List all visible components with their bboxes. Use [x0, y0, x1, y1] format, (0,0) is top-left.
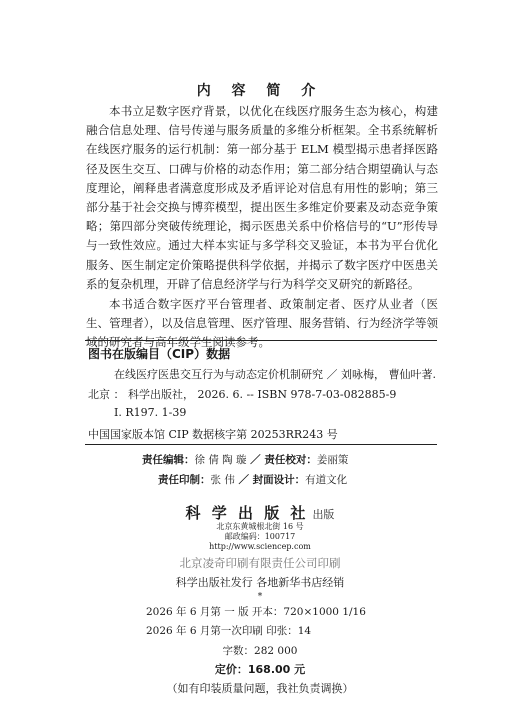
printer-name: 北京凌奇印刷有限责任公司印刷: [179, 556, 341, 570]
proof-value: 姜丽策: [316, 454, 349, 466]
cip-number-line: 中国国家版本馆 CIP 数据核字第 20253RR243 号: [88, 428, 338, 441]
publisher-suffix: 出版: [312, 508, 335, 521]
proof-label: ／ 责任校对：: [250, 454, 317, 466]
cip-isbn-line: 北京 ： 科学出版社， 2026. 6. -- ISBN 978-7-03-082885-9: [88, 388, 397, 401]
price: 定价：168.00 元: [214, 663, 306, 676]
abstract: [86, 102, 438, 353]
cip-bottom-rule: [85, 444, 437, 445]
cip-top-rule: [85, 340, 437, 341]
publisher-website: http://www.sciencep.com: [209, 542, 311, 551]
credits-print-line: [158, 472, 347, 487]
printing-line: 2026 年 6 月第一次印刷 印张：14: [146, 625, 312, 637]
publisher-logo: 科 学 出 版 社: [185, 504, 309, 522]
page-title: 内 容 简 介: [196, 83, 324, 99]
quality-notice: （如有印装质量问题，我社负责调换）: [166, 682, 354, 695]
abstract-paragraph-2: 本书适合数字医疗平台管理者、政策制定者、医疗从业者（医生、管理者），以及信息管理、医疗管理、服务营销、行为经济学等领域的研究者与高年级学生阅读参考。: [86, 297, 438, 350]
credits-editor-line: [142, 452, 348, 467]
distribution-line: 科学出版社发行 各地新华书店经销: [175, 576, 345, 589]
publisher-address: 北京东黄城根北街 16 号: [216, 522, 304, 531]
cip-title-line: 在线医疗医患交互行为与动态定价机制研究 ／ 刘咏梅， 曹仙叶著.: [114, 368, 436, 381]
abstract-paragraph-1: 本书立足数字医疗背景，以优化在线医疗服务生态为核心，构建融合信息处理、信号传递与服务质量的多维分析框架。全书系统解析在线医疗服务的运行机制：第一部分基于 ELM 模型揭示患者择医路径及医生交互、口碑与价格的动态作用；第二部分结合期望确认与态度理论，阐释患者满意度形成及矛盾评论对信息有用性的影响；第三部分基于社会交换与博弈模型，提出医生多维定价要素及动态竞争策略；第四部分突破传统理论，揭示医患关系中价格信号的“U”形传导与一致性效应。通过大样本实证与多学科交叉验证，本书为平台优化服务、医生制定定价策略提供科学依据，并揭示了数字医疗中医患关系的复杂机理，开辟了信息经济学与行为科学交叉研究的新路径。: [86, 104, 438, 291]
design-label: ／ 封面设计：: [238, 474, 306, 486]
publisher-postcode: 邮政编码：100717: [224, 532, 296, 541]
design-value: 有道文化: [305, 474, 348, 486]
editor-label: 责任编辑：: [142, 454, 195, 466]
print-value: 张 伟: [210, 474, 235, 486]
word-count: 字数：282 000: [222, 645, 298, 657]
print-label: 责任印制：: [158, 474, 211, 486]
separator-star: *: [257, 592, 263, 602]
edition-line: 2026 年 6 月第 一 版 开本：720×1000 1/16: [146, 606, 366, 618]
cip-heading: 图书在版编目（CIP）数据: [88, 347, 231, 361]
cip-classification-line: Ⅰ. R197. 1-39: [114, 406, 187, 419]
publisher-line: [0, 502, 520, 523]
editor-value: 徐 倩 陶 璇: [194, 454, 247, 466]
